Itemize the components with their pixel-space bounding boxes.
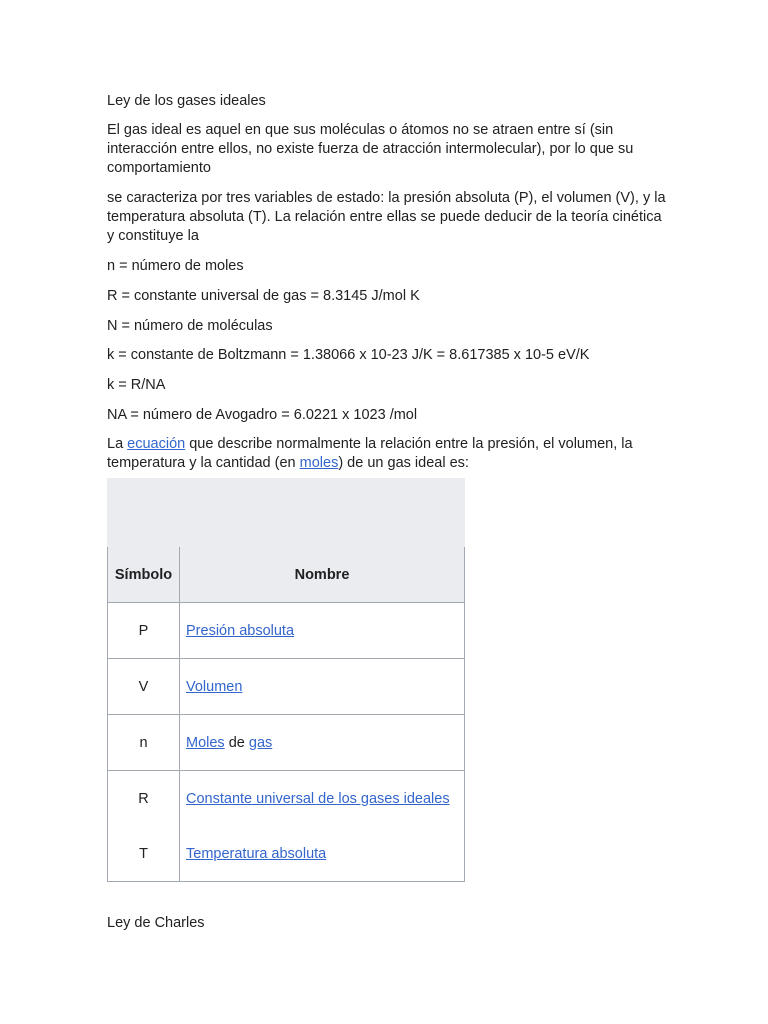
symbol-cell: V: [108, 659, 180, 715]
symbol-cell: R: [108, 771, 180, 827]
symbol-cell: P: [108, 603, 180, 659]
constante-universal-link[interactable]: Constante universal de los gases ideales: [186, 790, 450, 807]
definition-k-ratio: k = R/NA: [107, 377, 166, 393]
name-cell: [180, 659, 465, 715]
table-row: [108, 659, 465, 715]
definition-N: N = número de moléculas: [107, 318, 273, 334]
symbol-cell: n: [108, 715, 180, 771]
header-symbol: Símbolo: [108, 547, 180, 603]
name-cell: [180, 603, 465, 659]
definition-k: k = constante de Boltzmann = 1.38066 x 10-23 J/K = 8.617385 x 10-5 eV/K: [107, 347, 590, 363]
variables-table: [107, 547, 465, 882]
table-row: [108, 715, 465, 771]
ecuacion-link[interactable]: ecuación: [127, 436, 186, 452]
temperatura-absoluta-link[interactable]: Temperatura absoluta: [186, 845, 327, 862]
gas-link[interactable]: gas: [248, 734, 273, 751]
table-image-placeholder: [107, 478, 465, 548]
header-name: Nombre: [180, 547, 465, 603]
table-header-row: [108, 547, 465, 603]
moles-table-link[interactable]: Moles: [186, 734, 225, 751]
table-row: [108, 603, 465, 659]
name-cell: Moles de gas: [180, 715, 465, 771]
paragraph-state-variables: se caracteriza por tres variables de estado: la presión absoluta (P), el volumen (V), y la temperatura absoluta (T). La relación entre ellas se puede deducir de la teoría cinética y constituye la: [107, 190, 666, 244]
definition-n: n = número de moles: [107, 258, 244, 274]
paragraph-ideal-gas: El gas ideal es aquel en que sus moléculas o átomos no se atraen entre sí (sin interacción entre ellos, no existe fuerza de atracción intermolecular), por lo que su comportamiento: [107, 122, 634, 176]
section-heading-charles: Ley de Charles: [107, 915, 205, 931]
symbol-cell: T: [108, 826, 180, 882]
presion-absoluta-link[interactable]: Presión absoluta: [186, 622, 295, 639]
moles-link[interactable]: moles: [299, 455, 339, 471]
name-cell: [180, 826, 465, 882]
section-heading: Ley de los gases ideales: [107, 93, 266, 109]
table-row: [108, 826, 465, 882]
table-row: [108, 771, 465, 827]
name-cell: [180, 771, 465, 827]
volumen-link[interactable]: Volumen: [186, 678, 243, 695]
definition-avogadro: NA = número de Avogadro = 6.0221 x 1023 /mol: [107, 407, 418, 423]
paragraph-equation: La ecuación que describe normalmente la relación entre la presión, el volumen, la temperatura y la cantidad (en moles) de un gas ideal es:: [107, 436, 633, 471]
definition-r: R = constante universal de gas = 8.3145 J/mol K: [107, 288, 420, 304]
